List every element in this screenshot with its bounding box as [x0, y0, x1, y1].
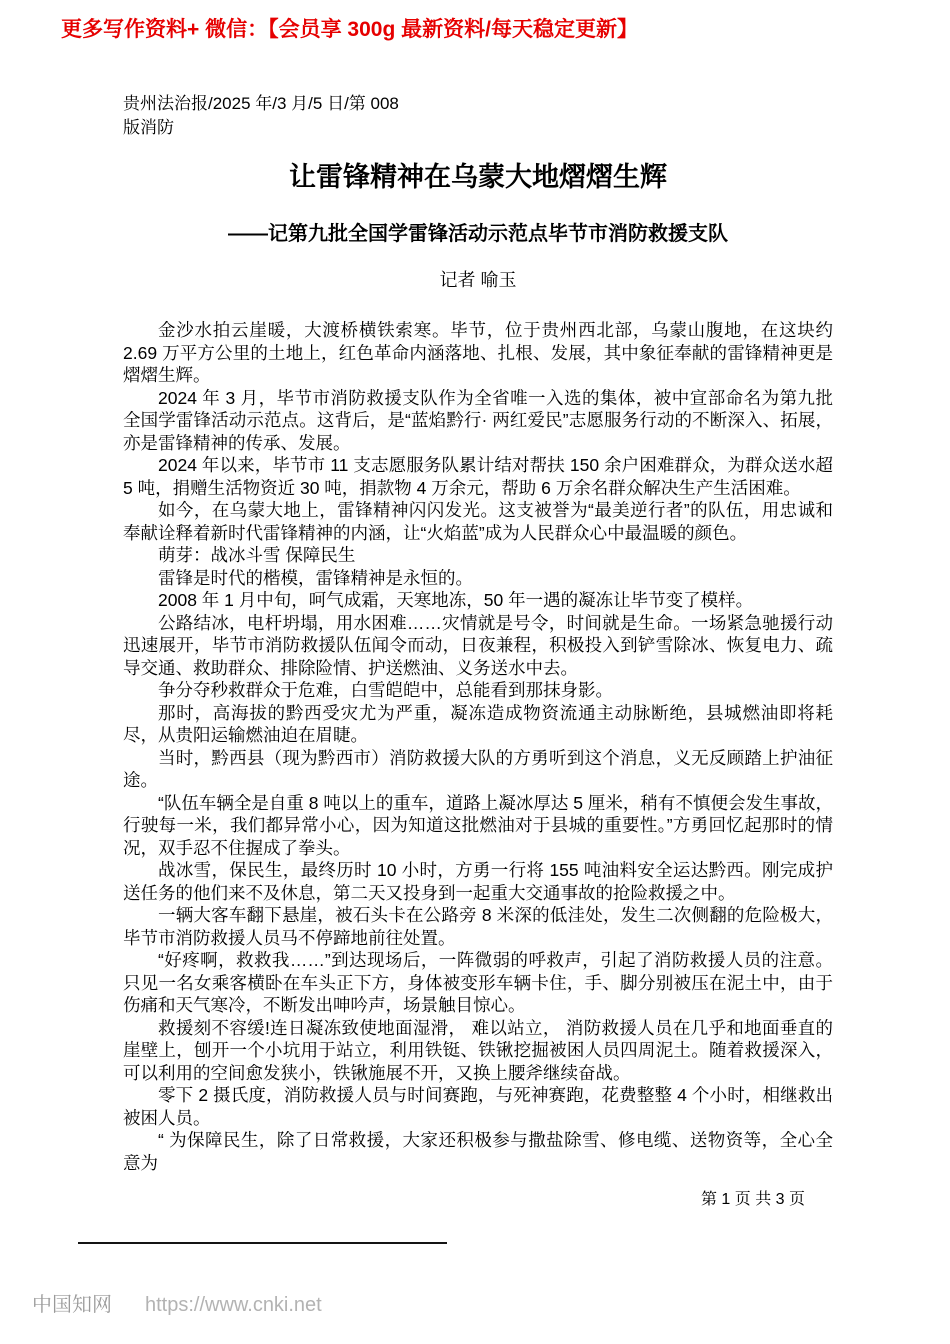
article-subtitle: ——记第九批全国学雷锋活动示范点毕节市消防救援支队 — [228, 223, 728, 245]
article-paragraph: 萌芽：战冰斗雪 保障民生 — [158, 545, 356, 565]
article-paragraph: 公路结冰，电杆坍塌，用水困难……灾情就是号令，时间就是生命。一场紧急驰援行动迅速展开，毕节市消防救援队伍闻令而动，日夜兼程，积极投入到铲雪除冰、恢复电力、疏导交通、救助群众、排除险情、护送燃油、义务送水中去。 — [123, 612, 833, 678]
watermark-url: https://www.cnki.net — [145, 1294, 322, 1316]
page-divider — [78, 1242, 447, 1244]
article-body — [123, 319, 833, 1174]
article-paragraph: 金沙水拍云崖暖，大渡桥横铁索寒。毕节，位于贵州西北部，乌蒙山腹地，在这块约 2.69 万平方公里的土地上，红色革命内涵落地、扎根、发展，其中象征奉献的雷锋精神更是熠熠生辉。 — [123, 320, 833, 385]
article-paragraph: 雷锋是时代的楷模，雷锋精神是永恒的。 — [158, 567, 473, 588]
article-byline: 记者 喻玉 — [439, 270, 517, 290]
article-paragraph: 如今，在乌蒙大地上，雷锋精神闪闪发光。这支被誉为“最美逆行者”的队伍，用忠诚和奉献诠释着新时代雷锋精神的内涵，让“火焰蓝”成为人民群众心中最温暖的颜色。 — [123, 500, 833, 543]
article-title: 让雷锋精神在乌蒙大地熠熠生辉 — [289, 162, 667, 192]
article-content — [123, 92, 833, 1211]
article-paragraph: “好疼啊，救救我……”到达现场后，一阵微弱的呼救声，引起了消防救援人员的注意。只见一名女乘客横卧在车头正下方，身体被变形车辆卡住，手、脚分别被压在泥土中，由于伤痛和天气寒冷，不断发出呻吟声，场景触目惊心。 — [123, 950, 833, 1015]
article-paragraph: 战冰雪，保民生，最终历时 10 小时，方勇一行将 155 吨油料安全运达黔西。刚完成护送任务的他们来不及休息，第二天又投身到一起重大交通事故的抢险救援之中。 — [123, 860, 833, 903]
article-paragraph: “队伍车辆全是自重 8 吨以上的重车，道路上凝冰厚达 5 厘米，稍有不慎便会发生事故，行驶每一米，我们都异常小心，因为知道这批燃油对于县城的重要性。”方勇回忆起那时的情况，双手忍不住握成了拳头。 — [123, 792, 833, 858]
article-paragraph: 救援刻不容缓!连日凝冻致使地面湿滑， 难以站立， 消防救援人员在几乎和地面垂直的崖壁上，刨开一个小坑用于站立，利用铁铤、铁锹挖掘被困人员四周泥土。随着救援深入，可以利用的空间愈发狭小，铁锹施展不开，又换上腰斧继续奋战。 — [123, 1017, 833, 1083]
promo-banner-text: 更多写作资料+ 微信：【会员享 300g 最新资料/每天稳定更新】 — [61, 18, 638, 41]
source-citation — [123, 92, 833, 140]
article-paragraph: 零下 2 摄氏度，消防救援人员与时间赛跑，与死神赛跑，花费整整 4 个小时，相继救出被困人员。 — [123, 1085, 833, 1128]
article-paragraph: “ 为保障民生，除了日常救援，大家还积极参与撒盐除雪、修电缆、送物资等，全心全意为 — [123, 1130, 833, 1173]
article-paragraph: 2024 年 3 月，毕节市消防救援支队作为全省唯一入选的集体，被中宣部命名为第九批全国学雷锋活动示范点。这背后，是“蓝焰黔行· 两红爱民”志愿服务行动的不断深入、拓展，亦是雷锋精神的传承、发展。 — [123, 387, 833, 453]
article-paragraph: 当时，黔西县（现为黔西市）消防救援大队的方勇听到这个消息，义无反顾踏上护油征途。 — [123, 747, 833, 790]
source-line-1: 贵州法治报/2025 年/3 月/5 日/第 008 — [123, 94, 399, 113]
article-paragraph: 2024 年以来，毕节市 11 支志愿服务队累计结对帮扶 150 余户困难群众，为群众送水超 5 吨，捐赠生活物资近 30 吨，捐款物 4 万余元，帮助 6 万余名群众解决生产生活困难。 — [123, 455, 833, 498]
article-paragraph: 那时，高海拔的黔西受灾尤为严重，凝冻造成物资流通主动脉断绝，县城燃油即将耗尽，从贵阳运输燃油迫在眉睫。 — [123, 702, 833, 745]
article-paragraph: 争分夺秒救群众于危难，白雪皑皑中，总能看到那抹身影。 — [158, 680, 613, 700]
page-indicator: 第 1 页 共 3 页 — [700, 1191, 805, 1208]
article-paragraph: 一辆大客车翻下悬崖，被石头卡在公路旁 8 米深的低洼处，发生二次侧翻的危险极大，毕节市消防救援人员马不停蹄地前往处置。 — [123, 905, 833, 948]
watermark — [32, 1293, 322, 1317]
source-line-2: 版消防 — [123, 118, 174, 137]
cnki-logo: 中国知网 — [32, 1294, 112, 1316]
article-paragraph: 2008 年 1 月中旬，呵气成霜，天寒地冻，50 年一遇的凝冻让毕节变了模样。 — [158, 590, 754, 610]
